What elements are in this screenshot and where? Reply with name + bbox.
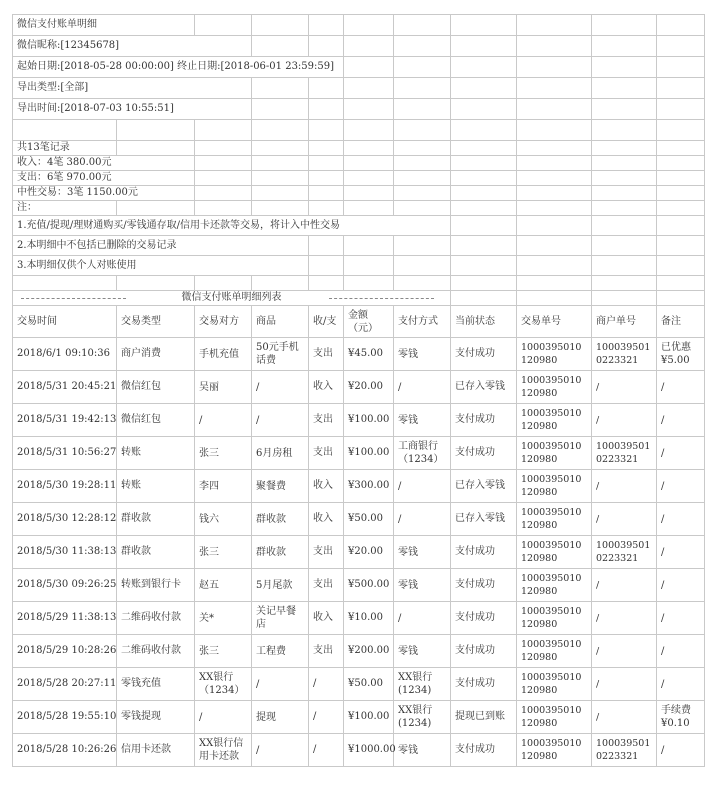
cell-direction: 收入	[309, 371, 344, 404]
nickname: 微信昵称:[12345678]	[13, 36, 195, 57]
table-row	[13, 536, 705, 569]
cell-remark: /	[657, 404, 705, 437]
cell-method: XX银行(1234)	[394, 668, 451, 701]
cell-amount: ¥200.00	[344, 635, 394, 668]
cell-remark: /	[657, 734, 705, 767]
cell-party: 钱六	[195, 503, 252, 536]
table-row	[13, 602, 705, 635]
cell-txn-no: 1000395010120980	[517, 338, 592, 371]
total-records: 共13笔记录	[13, 141, 117, 156]
cell-merchant-no: /	[592, 602, 657, 635]
cell-merchant-no: /	[592, 569, 657, 602]
cell-merchant-no: /	[592, 503, 657, 536]
cell-party: 赵五	[195, 569, 252, 602]
cell-type: 二维码收付款	[117, 602, 195, 635]
cell-amount: ¥50.00	[344, 503, 394, 536]
cell-type: 微信红包	[117, 404, 195, 437]
cell-amount: ¥45.00	[344, 338, 394, 371]
cell-merchant-no: /	[592, 371, 657, 404]
cell-method: 工商银行（1234）	[394, 437, 451, 470]
cell-status: 支付成功	[451, 602, 517, 635]
cell-txn-no: 1000395010120980	[517, 536, 592, 569]
cell-type: 零钱充值	[117, 668, 195, 701]
cell-remark: /	[657, 503, 705, 536]
statement-title: 微信支付账单明细	[13, 15, 117, 36]
cell-status: 已存入零钱	[451, 371, 517, 404]
col-goods: 商品	[252, 306, 309, 338]
cell-txn-no: 1000395010120980	[517, 503, 592, 536]
cell-status: 支付成功	[451, 536, 517, 569]
cell-party: 李四	[195, 470, 252, 503]
cell-remark: /	[657, 602, 705, 635]
cell-time: 2018/5/31 19:42:13	[13, 404, 117, 437]
table-row	[13, 470, 705, 503]
cell-status: 支付成功	[451, 569, 517, 602]
col-direction: 收/支	[309, 306, 344, 338]
cell-merchant-no: 1000395010223321	[592, 536, 657, 569]
cell-time: 2018/6/1 09:10:36	[13, 338, 117, 371]
col-status: 当前状态	[451, 306, 517, 338]
cell-goods: /	[252, 371, 309, 404]
note-2: 2.本明细中不包括已删除的交易记录	[13, 236, 309, 256]
cell-direction: 支出	[309, 338, 344, 371]
cell-time: 2018/5/31 20:45:21	[13, 371, 117, 404]
table-row	[13, 569, 705, 602]
cell-goods: 群收款	[252, 536, 309, 569]
cell-status: 支付成功	[451, 437, 517, 470]
cell-method: 零钱	[394, 635, 451, 668]
cell-txn-no: 1000395010120980	[517, 371, 592, 404]
cell-goods: /	[252, 668, 309, 701]
cell-time: 2018/5/30 19:28:11	[13, 470, 117, 503]
cell-type: 商户消费	[117, 338, 195, 371]
statement-sheet	[12, 14, 704, 767]
cell-method: /	[394, 503, 451, 536]
cell-remark: /	[657, 569, 705, 602]
table-row	[13, 734, 705, 767]
cell-amount: ¥100.00	[344, 437, 394, 470]
cell-type: 转账	[117, 437, 195, 470]
cell-time: 2018/5/30 12:28:12	[13, 503, 117, 536]
cell-merchant-no: /	[592, 668, 657, 701]
cell-direction: 支出	[309, 536, 344, 569]
cell-merchant-no: 1000395010223321	[592, 338, 657, 371]
cell-method: /	[394, 371, 451, 404]
date-range: 起始日期:[2018-05-28 00:00:00] 终止日期:[2018-06-01 23:59:59]	[13, 57, 344, 78]
income-summary: 收入：4笔 380.00元	[13, 156, 195, 171]
note-3: 3.本明细仅供个人对账使用	[13, 256, 309, 276]
cell-merchant-no: /	[592, 470, 657, 503]
cell-time: 2018/5/30 09:26:25	[13, 569, 117, 602]
cell-time: 2018/5/28 10:26:26	[13, 734, 117, 767]
cell-goods: 提现	[252, 701, 309, 734]
col-remark: 备注	[657, 306, 705, 338]
cell-goods: 6月房租	[252, 437, 309, 470]
col-merchant-no: 商户单号	[592, 306, 657, 338]
neutral-summary: 中性交易：3笔 1150.00元	[13, 186, 195, 201]
cell-method: 零钱	[394, 734, 451, 767]
cell-txn-no: 1000395010120980	[517, 437, 592, 470]
cell-direction: /	[309, 701, 344, 734]
cell-status: 支付成功	[451, 668, 517, 701]
table-row	[13, 404, 705, 437]
cell-party: 张三	[195, 437, 252, 470]
cell-method: 零钱	[394, 536, 451, 569]
cell-remark: 手续费¥0.10	[657, 701, 705, 734]
cell-method: /	[394, 470, 451, 503]
cell-remark: /	[657, 635, 705, 668]
table-row	[13, 338, 705, 371]
cell-status: 提现已到账	[451, 701, 517, 734]
cell-remark: /	[657, 536, 705, 569]
cell-method: /	[394, 602, 451, 635]
table-row	[13, 371, 705, 404]
export-time: 导出时间:[2018-07-03 10:55:51]	[13, 99, 252, 120]
cell-remark: /	[657, 437, 705, 470]
cell-txn-no: 1000395010120980	[517, 635, 592, 668]
cell-direction: 支出	[309, 569, 344, 602]
cell-direction: 支出	[309, 437, 344, 470]
cell-amount: ¥1000.00	[344, 734, 394, 767]
cell-party: /	[195, 404, 252, 437]
cell-party: XX银行（1234）	[195, 668, 252, 701]
cell-time: 2018/5/28 20:27:11	[13, 668, 117, 701]
cell-status: 支付成功	[451, 404, 517, 437]
cell-time: 2018/5/30 11:38:13	[13, 536, 117, 569]
cell-method: 零钱	[394, 569, 451, 602]
cell-txn-no: 1000395010120980	[517, 701, 592, 734]
cell-time: 2018/5/29 11:38:13	[13, 602, 117, 635]
col-txn-no: 交易单号	[517, 306, 592, 338]
cell-remark: 已优惠¥5.00	[657, 338, 705, 371]
cell-party: 吴丽	[195, 371, 252, 404]
cell-party: /	[195, 701, 252, 734]
cell-remark: /	[657, 371, 705, 404]
cell-party: 手机充值	[195, 338, 252, 371]
cell-remark: /	[657, 470, 705, 503]
table-row	[13, 503, 705, 536]
cell-type: 信用卡还款	[117, 734, 195, 767]
cell-type: 群收款	[117, 503, 195, 536]
cell-type: 微信红包	[117, 371, 195, 404]
cell-amount: ¥50.00	[344, 668, 394, 701]
cell-amount: ¥20.00	[344, 371, 394, 404]
expense-summary: 支出：6笔 970.00元	[13, 171, 195, 186]
cell-type: 群收款	[117, 536, 195, 569]
col-method: 支付方式	[394, 306, 451, 338]
col-amount: 金额（元）	[344, 306, 394, 338]
cell-status: 已存入零钱	[451, 470, 517, 503]
cell-amount: ¥500.00	[344, 569, 394, 602]
cell-status: 支付成功	[451, 635, 517, 668]
cell-method: XX银行(1234)	[394, 701, 451, 734]
col-party: 交易对方	[195, 306, 252, 338]
cell-type: 转账	[117, 470, 195, 503]
cell-merchant-no: /	[592, 701, 657, 734]
list-title: 微信支付账单明细列表	[13, 291, 451, 306]
cell-merchant-no: 1000395010223321	[592, 437, 657, 470]
cell-merchant-no: 1000395010223321	[592, 734, 657, 767]
table-row	[13, 635, 705, 668]
cell-direction: 收入	[309, 470, 344, 503]
col-time: 交易时间	[13, 306, 117, 338]
cell-goods: /	[252, 734, 309, 767]
cell-amount: ¥20.00	[344, 536, 394, 569]
cell-txn-no: 1000395010120980	[517, 470, 592, 503]
table-row	[13, 668, 705, 701]
cell-goods: 群收款	[252, 503, 309, 536]
export-type: 导出类型:[全部]	[13, 78, 195, 99]
cell-remark: /	[657, 668, 705, 701]
cell-status: 支付成功	[451, 734, 517, 767]
note-1: 1.充值/提现/理财通购买/零钱通存取/信用卡还款等交易，将计入中性交易	[13, 216, 451, 236]
cell-direction: /	[309, 668, 344, 701]
table-header	[13, 306, 705, 338]
cell-merchant-no: /	[592, 404, 657, 437]
cell-direction: /	[309, 734, 344, 767]
cell-txn-no: 1000395010120980	[517, 404, 592, 437]
cell-direction: 支出	[309, 635, 344, 668]
cell-party: 关*	[195, 602, 252, 635]
cell-type: 零钱提现	[117, 701, 195, 734]
cell-txn-no: 1000395010120980	[517, 668, 592, 701]
cell-time: 2018/5/29 10:28:26	[13, 635, 117, 668]
cell-party: 张三	[195, 536, 252, 569]
cell-method: 零钱	[394, 404, 451, 437]
cell-amount: ¥10.00	[344, 602, 394, 635]
cell-method: 零钱	[394, 338, 451, 371]
cell-txn-no: 1000395010120980	[517, 602, 592, 635]
cell-direction: 收入	[309, 602, 344, 635]
cell-time: 2018/5/31 10:56:27	[13, 437, 117, 470]
cell-goods: 工程费	[252, 635, 309, 668]
cell-type: 二维码收付款	[117, 635, 195, 668]
note-label: 注：	[13, 201, 117, 216]
cell-goods: 聚餐费	[252, 470, 309, 503]
table-row	[13, 437, 705, 470]
col-type: 交易类型	[117, 306, 195, 338]
cell-merchant-no: /	[592, 635, 657, 668]
cell-amount: ¥100.00	[344, 404, 394, 437]
cell-goods: /	[252, 404, 309, 437]
cell-time: 2018/5/28 19:55:10	[13, 701, 117, 734]
cell-amount: ¥100.00	[344, 701, 394, 734]
cell-status: 已存入零钱	[451, 503, 517, 536]
cell-status: 支付成功	[451, 338, 517, 371]
cell-amount: ¥300.00	[344, 470, 394, 503]
statement-table	[12, 14, 705, 767]
cell-txn-no: 1000395010120980	[517, 569, 592, 602]
cell-party: 张三	[195, 635, 252, 668]
cell-goods: 50元手机话费	[252, 338, 309, 371]
cell-direction: 支出	[309, 404, 344, 437]
cell-txn-no: 1000395010120980	[517, 734, 592, 767]
cell-party: XX银行信用卡还款	[195, 734, 252, 767]
cell-goods: 5月尾款	[252, 569, 309, 602]
table-row	[13, 701, 705, 734]
cell-direction: 收入	[309, 503, 344, 536]
cell-goods: 关记早餐店	[252, 602, 309, 635]
cell-type: 转账到银行卡	[117, 569, 195, 602]
